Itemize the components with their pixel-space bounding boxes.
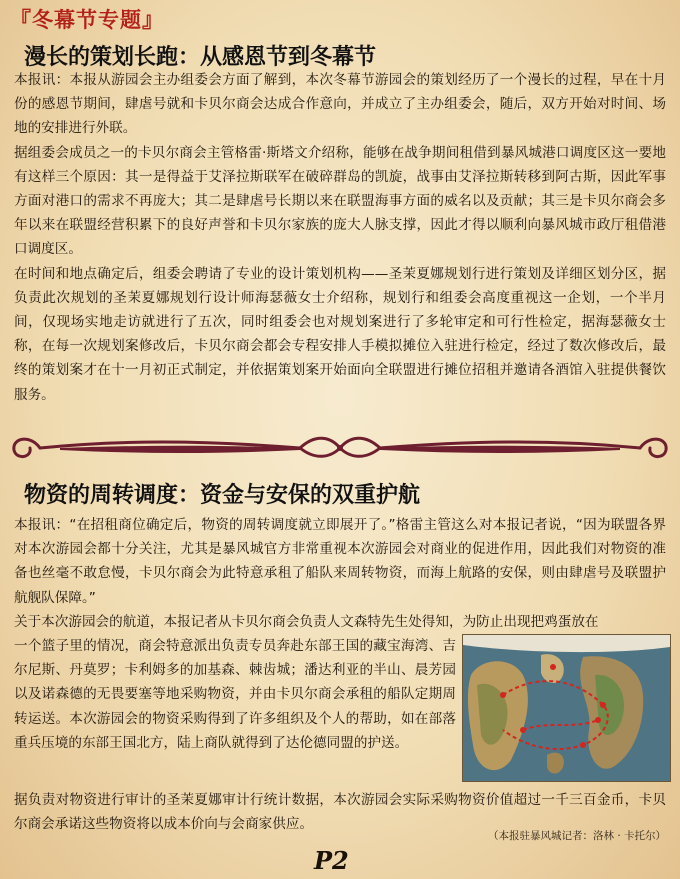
article-2-body: [14, 513, 666, 634]
article-1-title: 漫长的策划长跑：从感恩节到冬幕节: [24, 45, 377, 70]
ornamental-divider: [0, 428, 680, 468]
article-2-title: 物资的周转调度：资金与安保的双重护航: [24, 483, 421, 508]
paragraph: 在时间和地点确定后，组委会聘请了专业的设计策划机构——圣茉夏娜规划行进行策划及详细区划分区，据负责此次规划的圣茉夏娜规划行设计师海瑟薇女士介绍称，规划行和组委会高度重视这一企划，一个半月间，仅现场实地走访就进行了五次，同时组委会也对规划案进行了多轮审定和可行性检定，据海瑟薇女士称，在每一次规划案修改后，卡贝尔商会都会专程安排人手模拟摊位入驻进行检定，经过了数次修改后，最终的策划案才在十一月初正式制定，并依据策划案开始面向全联盟进行摊位招租并邀请各酒馆入驻提供餐饮服务。: [14, 265, 666, 403]
map-illustration: [463, 635, 670, 781]
paragraph: 关于本次游园会的航道，本报记者从卡贝尔商会负责人文森特先生处得知，为防止出现把鸡蛋放在: [14, 613, 599, 630]
reporter-byline: （本报驻暴风城记者：洛林 · 卡托尔）: [487, 830, 666, 842]
paragraph: 据负责对物资进行审计的圣茉夏娜审计行统计数据，本次游园会实际采购物资价值超过一千三百金币，卡贝尔商会承诺这些物资将以成本价向与会商家供应。: [14, 792, 666, 833]
trade-route-map-image: [462, 634, 671, 782]
article-1-body: [14, 68, 666, 407]
paragraph: 一个篮子里的情况，商会特意派出负责专员奔赴东部王国的藏宝海湾、吉尔尼斯、丹莫罗；卡利姆多的加基森、棘齿城；潘达利亚的半山、晨芳园以及诺森德的无畏要塞等地采购物资，并由卡贝尔商会承租的船队定期周转运送。本次游园会的物资采购得到了许多组织及个人的帮助，如在部落重兵压境的东部王国北方，陆上商队就得到了达伦德同盟的护送。: [14, 638, 456, 751]
section-tag: 『冬幕节专题』: [10, 7, 164, 32]
paragraph: 据组委会成员之一的卡贝尔商会主管格雷·斯塔文介绍称，能够在战争期间租借到暴风城港口调度区这一要地有这样三个原因：其一是得益于艾泽拉斯联军在破碎群岛的凯旋，战事由艾泽拉斯转移到阿古斯，因此军事方面对港口的需求不再庞大；其二是肆虐号长期以来在联盟海事方面的威名以及贡献；其三是卡贝尔商会多年以来在联盟经营积累下的良好声誉和卡贝尔家族的庞大人脉支撑，因此才得以顺利向暴风城市政厅租借港口调度区。: [14, 144, 666, 258]
article-2-float-text: [14, 634, 456, 755]
paragraph: 本报讯：本报从游园会主办组委会方面了解到，本次冬幕节游园会的策划经历了一个漫长的过程，早在十月份的感恩节期间，肆虐号就和卡贝尔商会达成合作意向，并成立了主办组委会，随后，双方开始对时间、场地的安排进行外联。: [14, 72, 666, 137]
page-number: P2: [314, 846, 349, 875]
paragraph: 本报讯：“在招租商位确定后，物资的周转调度就立即展开了。”格雷主管这么对本报记者说，“因为联盟各界对本次游园会都十分关注，尤其是暴风城官方非常重视本次游园会对商业的促进作用，因此我们对物资的准备也丝毫不敢怠慢，卡贝尔商会为此特意承租了船队来周转物资，而海上航路的安保，则由肆虐号及联盟护航舰队保障。”: [14, 517, 666, 606]
